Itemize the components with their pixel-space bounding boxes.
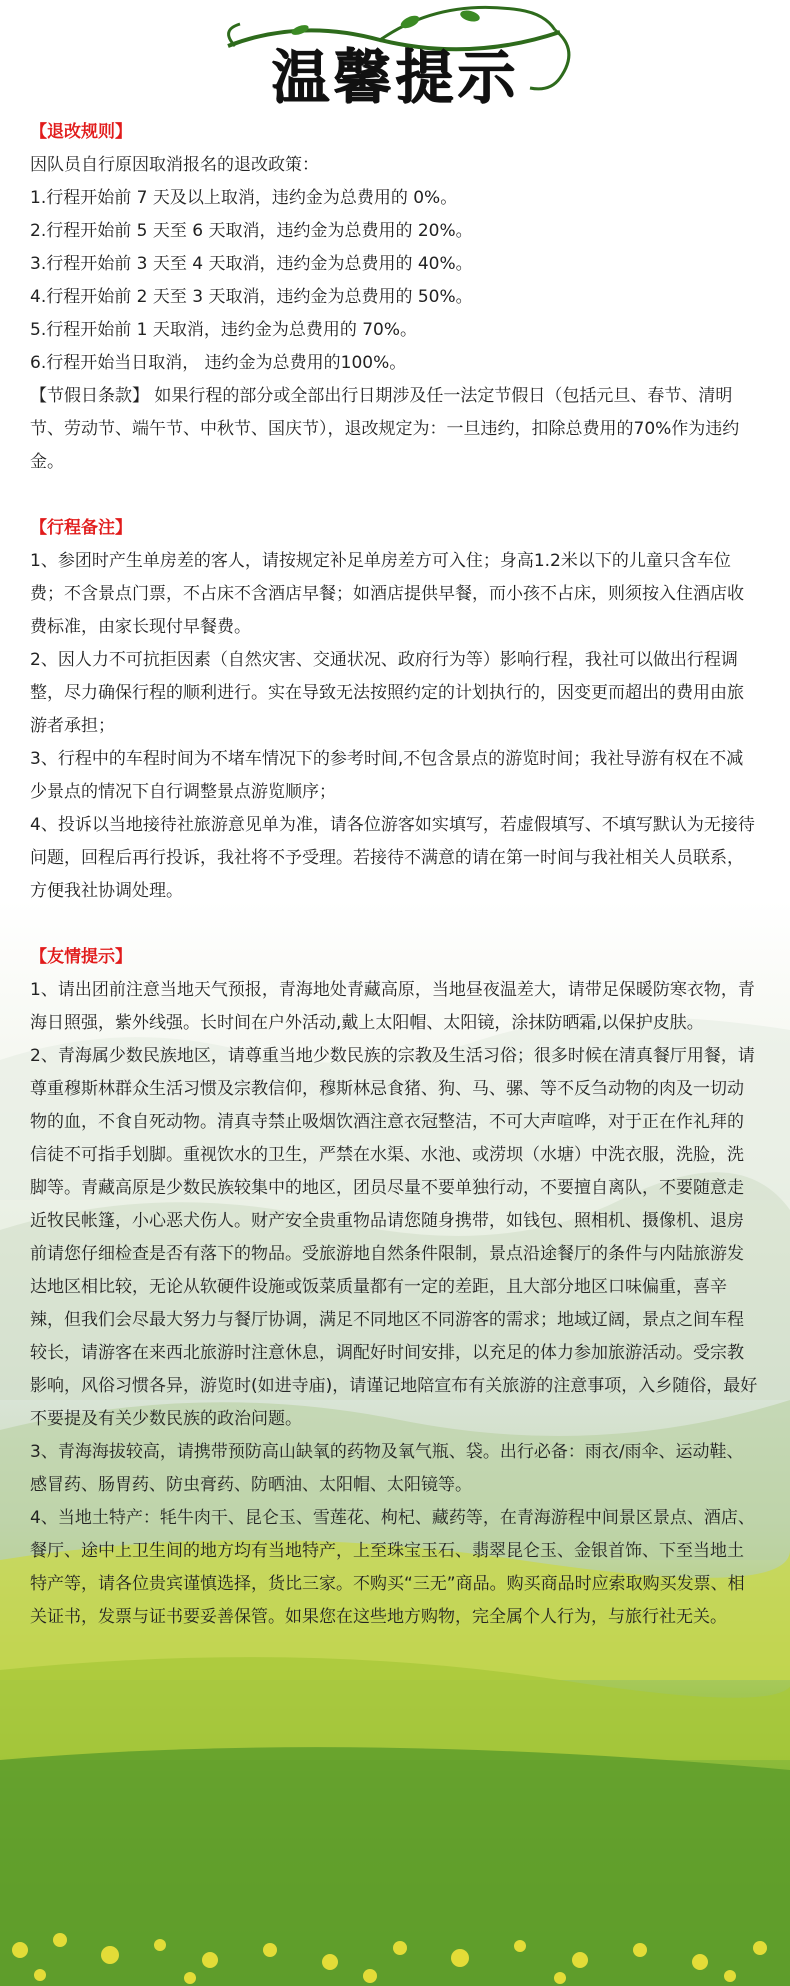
paragraph: 1、参团时产生单房差的客人，请按规定补足单房差方可入住；身高1.2米以下的儿童只含车位费；不含景点门票，不占床不含酒店早餐；如酒店提供早餐，而小孩不占床，则须按入住酒店收费标准，由家长现付早餐费。	[30, 551, 744, 637]
section-itinerary-notes	[30, 512, 760, 908]
page-title: 温馨提示	[270, 43, 519, 111]
paragraph: 2、青海属少数民族地区，请尊重当地少数民族的宗教及生活习俗；很多时候在清真餐厅用餐，请尊重穆斯林群众生活习惯及宗教信仰，穆斯林忌食猪、狗、马、骡、等不反刍动物的肉及一切动物的血，不食自死动物。清真寺禁止吸烟饮酒注意衣冠整洁，不可大声喧哗，对于正在作礼拜的信徒不可指手划脚。重视饮水的卫生，严禁在水渠、水池、或涝坝（水塘）中洗衣服，洗脸，洗脚等。青藏高原是少数民族较集中的地区，团员尽量不要单独行动，不要擅自离队，不要随意走近牧民帐篷，小心恶犬伤人。财产安全贵重物品请您随身携带，如钱包、照相机、摄像机、退房前请您仔细检查是否有落下的物品。受旅游地自然条件限制，景点沿途餐厅的条件与内陆旅游发达地区相比较，无论从软硬件设施或饭菜质量都有一定的差距，且大部分地区口味偏重，喜辛辣，但我们会尽最大努力与餐厅协调，满足不同地区不同游客的需求；地域辽阔，景点之间车程较长，请游客在来西北旅游时注意休息，调配好时间安排，以充足的体力参加旅游活动。受宗教影响，风俗习惯各异，游览时(如进寺庙)，请谨记地陪宣布有关旅游的注意事项，入乡随俗，最好不要提及有关少数民族的政治问题。	[30, 1046, 758, 1429]
paragraph: 1.行程开始前 7 天及以上取消，违约金为总费用的 0%。	[30, 188, 458, 208]
section-friendly-tips	[30, 941, 760, 1634]
paragraph: 【节假日条款】 如果行程的部分或全部出行日期涉及任一法定节假日（包括元旦、春节、清明节、劳动节、端午节、中秋节、国庆节），退改规定为：一旦违约，扣除总费用的70%作为违约金。	[30, 386, 740, 472]
paragraph: 3、青海海拔较高，请携带预防高山缺氧的药物及氧气瓶、袋。出行必备：雨衣/雨伞、运动鞋、感冒药、肠胃药、防虫膏药、防晒油、太阳帽、太阳镜等。	[30, 1442, 744, 1495]
paragraph: 4、投诉以当地接待社旅游意见单为准，请各位游客如实填写，若虚假填写、不填写默认为无接待问题，回程后再行投诉，我社将不予受理。若接待不满意的请在第一时间与我社相关人员联系，方便我社协调处理。	[30, 815, 755, 901]
section-heading: 【行程备注】	[30, 518, 132, 538]
paragraph: 2.行程开始前 5 天至 6 天取消，违约金为总费用的 20%。	[30, 221, 473, 241]
paragraph: 3、行程中的车程时间为不堵车情况下的参考时间,不包含景点的游览时间；我社导游有权在不减少景点的情况下自行调整景点游览顺序；	[30, 749, 744, 802]
section-heading: 【退改规则】	[30, 122, 132, 142]
paragraph: 因队员自行原因取消报名的退改政策：	[30, 155, 319, 175]
paragraph: 2、因人力不可抗拒因素（自然灾害、交通状况、政府行为等）影响行程，我社可以做出行程调整，尽力确保行程的顺利进行。实在导致无法按照约定的计划执行的，因变更而超出的费用由旅游者承担；	[30, 650, 744, 736]
paragraph: 4、当地土特产：牦牛肉干、昆仑玉、雪莲花、枸杞、藏药等，在青海游程中间景区景点、酒店、餐厅、途中上卫生间的地方均有当地特产，上至珠宝玉石、翡翠昆仑玉、金银首饰、下至当地土特产等，请各位贵宾谨慎选择，货比三家。不购买“三无”商品。购买商品时应索取购买发票、相关证书，发票与证书要妥善保管。如果您在这些地方购物，完全属个人行为，与旅行社无关。	[30, 1508, 755, 1627]
spacer	[30, 479, 760, 512]
section-heading: 【友情提示】	[30, 947, 132, 967]
paragraph: 3.行程开始前 3 天至 4 天取消，违约金为总费用的 40%。	[30, 254, 473, 274]
spacer	[30, 908, 760, 941]
section-refund-rules	[30, 116, 760, 479]
notice-content	[30, 116, 760, 1634]
paragraph: 6.行程开始当日取消， 违约金为总费用的100%。	[30, 353, 407, 373]
paragraph: 4.行程开始前 2 天至 3 天取消，违约金为总费用的 50%。	[30, 287, 473, 307]
paragraph: 5.行程开始前 1 天取消，违约金为总费用的 70%。	[30, 320, 418, 340]
paragraph: 1、请出团前注意当地天气预报，青海地处青藏高原，当地昼夜温差大，请带足保暖防寒衣物，青海日照强，紫外线强。长时间在户外活动,戴上太阳帽、太阳镜，涂抹防晒霜,以保护皮肤。	[30, 980, 755, 1033]
